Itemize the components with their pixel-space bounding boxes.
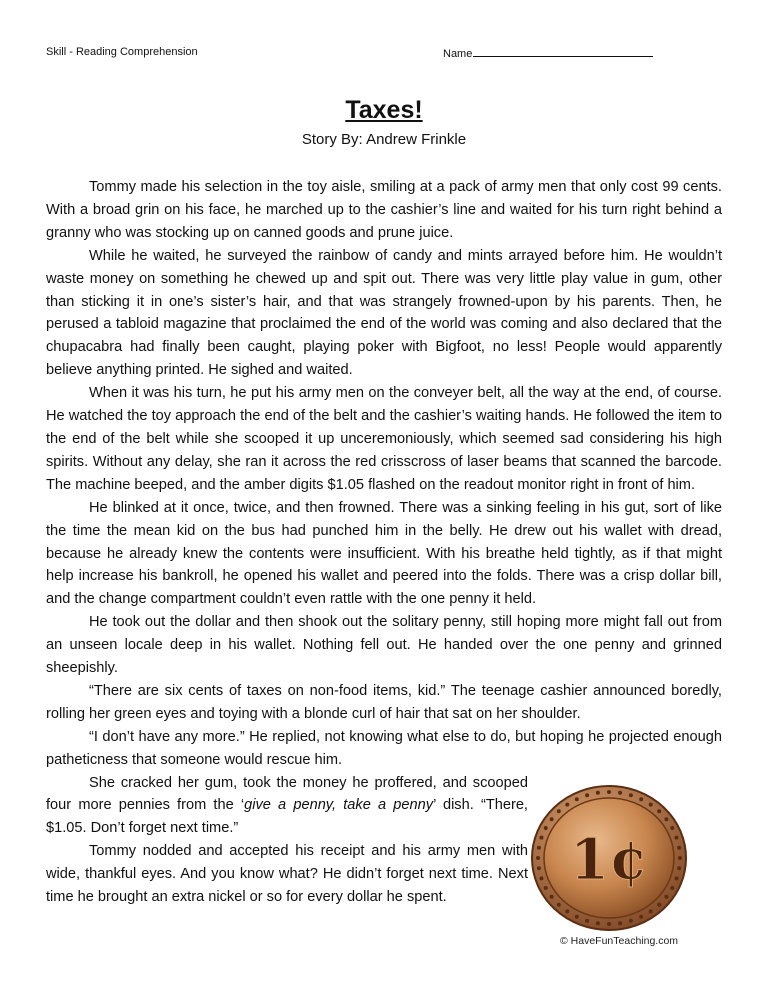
coin-rim-dot bbox=[557, 903, 561, 907]
coin-rim-dot bbox=[536, 856, 540, 860]
coin-rim-dot bbox=[677, 846, 681, 850]
paragraph-8-end: ’ dish. “There, $1.05. Don’t forget next time.” bbox=[46, 797, 528, 837]
coin-rim-dot bbox=[664, 817, 668, 821]
coin-rim-dot bbox=[670, 826, 674, 830]
coin-rim-dot bbox=[596, 921, 600, 925]
coin-rim-dot bbox=[675, 876, 679, 880]
coin-rim-dot bbox=[575, 915, 579, 919]
story-paragraph-4: He blinked at it once, twice, and then frowned. There was a sinking feeling in his gut, sort of like the time the mean kid on the bus had punched him in the belly. He drew out his wallet with dread, because he already knew the contents were insufficient. With his breathe held tightly, as if that might help increase his bankroll, he opened his wallet and peered into the folds. There was a crisp dollar bill, and the change compartment couldn’t even rattle with the one penny it held. bbox=[46, 499, 722, 608]
coin-rim-dot bbox=[544, 826, 548, 830]
coin-rim-dot bbox=[639, 797, 643, 801]
coin-rim-dot bbox=[649, 909, 653, 913]
coin-rim-dot bbox=[639, 915, 643, 919]
coin-rim-dot bbox=[629, 919, 633, 923]
coin-rim-dot bbox=[540, 876, 544, 880]
dish-name: give a penny, take a penny bbox=[244, 797, 434, 814]
story-paragraph-3: When it was his turn, he put his army men on the conveyer belt, all the way at the end, of course. He watched the toy approach the end of the belt and the cashier’s waiting hands. He followed the item to the end of the belt while she scooped it up unceremoniously, which seemed sad considering his high spirits. Without any delay, she ran it across the red crisscross of laser beams that scanned the barcode. The machine beeped, and the amber digits $1.05 flashed on the readout monitor right in front of him. bbox=[46, 385, 722, 493]
coin-rim-dot bbox=[585, 919, 589, 923]
name-field bbox=[443, 46, 653, 60]
page-header bbox=[46, 46, 722, 62]
coin-rim-dot bbox=[585, 793, 589, 797]
coin-rim-dot bbox=[657, 809, 661, 813]
coin-rim-dot bbox=[657, 903, 661, 907]
coin-rim-dot bbox=[629, 793, 633, 797]
story-paragraph-5: He took out the dollar and then shook out the solitary penny, still hoping more might fall out from an unseen locale deep in his wallet. Nothing fell out. He handed over the one penny and grinned sheepishly. bbox=[46, 614, 722, 677]
coin-rim-dot bbox=[607, 790, 611, 794]
coin-rim-dot bbox=[649, 803, 653, 807]
story-paragraph-6: “There are six cents of taxes on non-food items, kid.” The teenage cashier announced boredly, rolling her green eyes and toying with a blonde curl of hair that sat on her shoulder. bbox=[46, 682, 722, 722]
coin-rim-dot bbox=[670, 886, 674, 890]
coin-rim-dot bbox=[675, 836, 679, 840]
coin-rim-dot bbox=[618, 921, 622, 925]
coin-rim-dot bbox=[678, 856, 682, 860]
coin-rim-dot bbox=[565, 803, 569, 807]
coin-rim-dot bbox=[540, 836, 544, 840]
coin-rim-dot bbox=[575, 797, 579, 801]
copyright-notice: © HaveFunTeaching.com bbox=[560, 935, 679, 947]
story-paragraph-9: Tommy nodded and accepted his receipt and his army men with wide, thankful eyes. And you know what? He didn’t forget next time. Next time he brought an extra nickel or so for every dollar he spent. bbox=[46, 843, 528, 906]
story-paragraph-2: While he waited, he surveyed the rainbow of candy and mints arrayed before him. He wouldn’t waste money on something he chewed up and spit out. There was very little play value in gum, other than sticking it in one’s sister’s hair, and that was strangely frowned-upon by his parents. Then, he perused a tabloid magazine that proclaimed the end of the world was coming and also declared that the chupacabra had finally been caught, playing poker with Bigfoot, no less! People would apparently believe anything printed. He sighed and waited. bbox=[46, 247, 722, 379]
story-paragraph-7: “I don’t have any more.” He replied, not knowing what else to do, but hoping he projected enough patheticness that someone would rescue him. bbox=[46, 728, 722, 768]
coin-rim-dot bbox=[565, 909, 569, 913]
story-title: Taxes! bbox=[345, 96, 423, 124]
name-blank-line[interactable] bbox=[473, 46, 653, 57]
penny-coin-icon bbox=[530, 784, 688, 932]
skill-label: Skill - Reading Comprehension bbox=[46, 46, 198, 58]
coin-rim-dot bbox=[618, 791, 622, 795]
coin-rim-dot bbox=[607, 922, 611, 926]
coin-rim-dot bbox=[596, 791, 600, 795]
story-byline: Story By: Andrew Frinkle bbox=[301, 131, 467, 148]
coin-rim-dot bbox=[537, 846, 541, 850]
name-label: Name bbox=[443, 48, 473, 60]
coin-rim-dot bbox=[557, 809, 561, 813]
coin-rim-dot bbox=[550, 895, 554, 899]
coin-rim-dot bbox=[537, 866, 541, 870]
coin-label: 1¢ bbox=[570, 827, 648, 893]
story-paragraph-1: Tommy made his selection in the toy aisle, smiling at a pack of army men that only cost 99 cents. With a broad grin on his face, he marched up to the cashier’s line and waited for his turn right behind a granny who was stocking up on canned goods and prune juice. bbox=[46, 179, 722, 241]
coin-rim-dot bbox=[544, 886, 548, 890]
paragraph-8-start: She cracked her gum, took the money he proffered, and scooped four more pennies from the ‘ bbox=[46, 774, 528, 814]
coin-rim-dot bbox=[550, 817, 554, 821]
penny-illustration bbox=[522, 784, 712, 934]
story-paragraph-8 bbox=[46, 772, 528, 841]
coin-rim-dot bbox=[664, 895, 668, 899]
coin-rim-dot bbox=[677, 866, 681, 870]
